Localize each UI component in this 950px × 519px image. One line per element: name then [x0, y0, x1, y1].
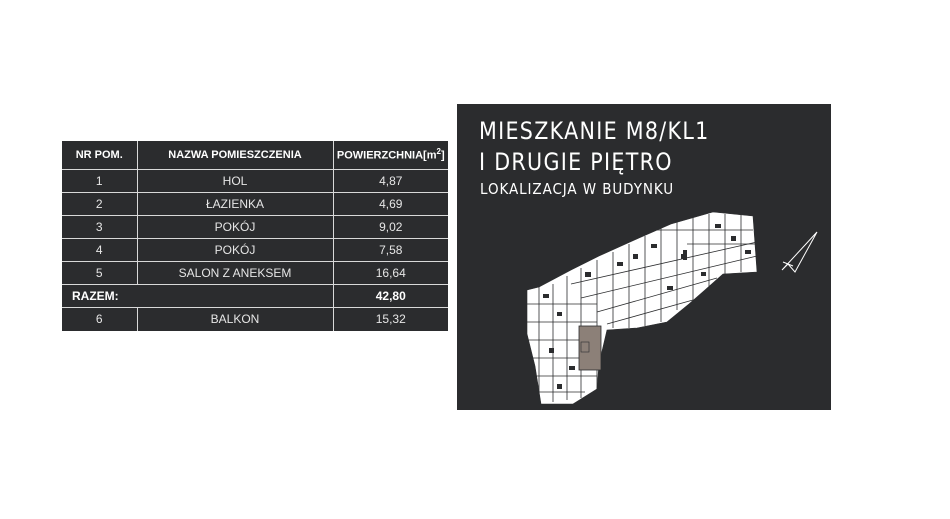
room-area-table	[62, 141, 448, 331]
location-subtitle: LOKALIZACJA W BUDYNKU	[480, 180, 675, 198]
row-area: 16,64	[333, 261, 448, 284]
table-row	[62, 238, 448, 261]
row-name: SALON Z ANEKSEM	[137, 261, 333, 284]
total-area: 42,80	[333, 284, 448, 307]
row-name: HOL	[137, 169, 333, 192]
location-panel	[457, 104, 831, 410]
row-name: POKÓJ	[137, 238, 333, 261]
row-nr: 1	[62, 169, 137, 192]
row-area: 4,87	[333, 169, 448, 192]
row-nr: 3	[62, 215, 137, 238]
table-row	[62, 215, 448, 238]
row-area: 9,02	[333, 215, 448, 238]
building-floorplan	[457, 104, 831, 410]
building-outline	[527, 212, 757, 404]
total-row	[62, 284, 448, 307]
row-nr: 2	[62, 192, 137, 215]
title-line-2: I DRUGIE PIĘTRO	[479, 148, 673, 176]
compass-arrow-icon	[782, 232, 817, 272]
row-area: 15,32	[333, 307, 448, 331]
highlighted-apartment	[579, 326, 601, 370]
header-area: $POWIERZCHNIA[m^2]$	[333, 141, 448, 169]
row-nr: 5	[62, 261, 137, 284]
title-line-1: MIESZKANIE M8/KL1	[479, 117, 710, 145]
table-row	[62, 261, 448, 284]
header-name: NAZWA POMIESZCZENIA	[137, 141, 333, 169]
row-name: POKÓJ	[137, 215, 333, 238]
table-row	[62, 192, 448, 215]
row-area: 4,69	[333, 192, 448, 215]
row-name: ŁAZIENKA	[137, 192, 333, 215]
row-name: BALKON	[137, 307, 333, 331]
row-area: 7,58	[333, 238, 448, 261]
table-header-row	[62, 141, 448, 169]
row-nr: 6	[95, 312, 103, 327]
total-label: RAZEM:	[62, 284, 333, 307]
row-nr: 4	[62, 238, 137, 261]
table-row-balcony	[62, 307, 448, 331]
header-nr: NR POM.	[62, 141, 137, 169]
table-row	[62, 169, 448, 192]
